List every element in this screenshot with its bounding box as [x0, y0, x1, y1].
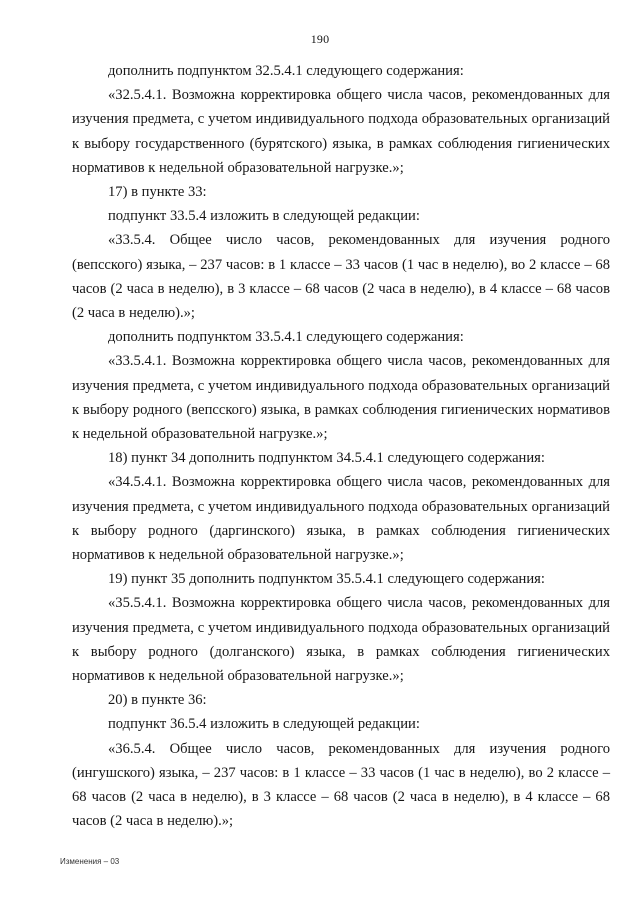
paragraph-item-18: 18) пункт 34 дополнить подпунктом 34.5.4.1 следующего содержания: [108, 450, 545, 467]
paragraph-intro-33-5-4: подпункт 33.5.4 изложить в следующей редакции: [108, 208, 420, 225]
footer-revision-note: Изменения – 03 [60, 857, 120, 866]
paragraph-intro-32-5-4-1: дополнить подпунктом 32.5.4.1 следующего содержания: [108, 63, 464, 79]
paragraph-item-17: 17) в пункте 33: [108, 184, 207, 201]
paragraph-32-5-4-1: «32.5.4.1. Возможна корректировка общего числа часов, рекомендованных для изучения предмета, с учетом индивидуального подхода образовательных организаций к выбору государственного (бурятского) языка, в рамках соблюдения гигиенических нормативов к недельной образовательной нагрузке.»; [72, 87, 610, 176]
paragraph-intro-33-5-4-1: дополнить подпунктом 33.5.4.1 следующего содержания: [108, 329, 464, 346]
paragraph-36-5-4: «36.5.4. Общее число часов, рекомендованных для изучения родного (ингушского) языка, – 237 часов: в 1 классе – 33 часов (1 час в неделю), во 2 классе – 68 часов (2 часа в неделю), в 3 классе – 68 часов (2 часа в неделю), в 4 классе – 68 часов (2 часа в неделю).»; [72, 740, 610, 830]
paragraph-item-19: 19) пункт 35 дополнить подпунктом 35.5.4.1 следующего содержания: [108, 571, 545, 588]
page-number: 190 [310, 32, 330, 46]
paragraph-34-5-4-1: «34.5.4.1. Возможна корректировка общего числа часов, рекомендованных для изучения предмета, с учетом индивидуального подхода образовательных организаций к выбору родного (даргинского) языка, в рамках соблюдения гигиенических нормативов к недельной образовательной нагрузке.»; [72, 474, 610, 564]
paragraph-33-5-4: «33.5.4. Общее число часов, рекомендованных для изучения родного (вепсского) языка, – 237 часов: в 1 классе – 33 часов (1 час в неделю), во 2 классе – 68 часов (2 часа в неделю), в 3 классе – 68 часов (2 часа в неделю), в 4 классе – 68 часов (2 часа в неделю).»; [72, 232, 610, 322]
paragraph-item-20: 20) в пункте 36: [108, 692, 207, 709]
paragraph-33-5-4-1: «33.5.4.1. Возможна корректировка общего числа часов, рекомендованных для изучения предмета, с учетом индивидуального подхода образовательных организаций к выбору родного (вепсского) языка, в рамках соблюдения гигиенических нормативов к недельной образовательной нагрузке.»; [72, 353, 610, 443]
document-body [72, 59, 610, 834]
paragraph-intro-36-5-4: подпункт 36.5.4 изложить в следующей редакции: [108, 716, 420, 733]
paragraph-35-5-4-1: «35.5.4.1. Возможна корректировка общего числа часов, рекомендованных для изучения предмета, с учетом индивидуального подхода образовательных организаций к выбору родного (долганского) языка, в рамках соблюдения гигиенических нормативов к недельной образовательной нагрузке.»; [72, 595, 610, 685]
